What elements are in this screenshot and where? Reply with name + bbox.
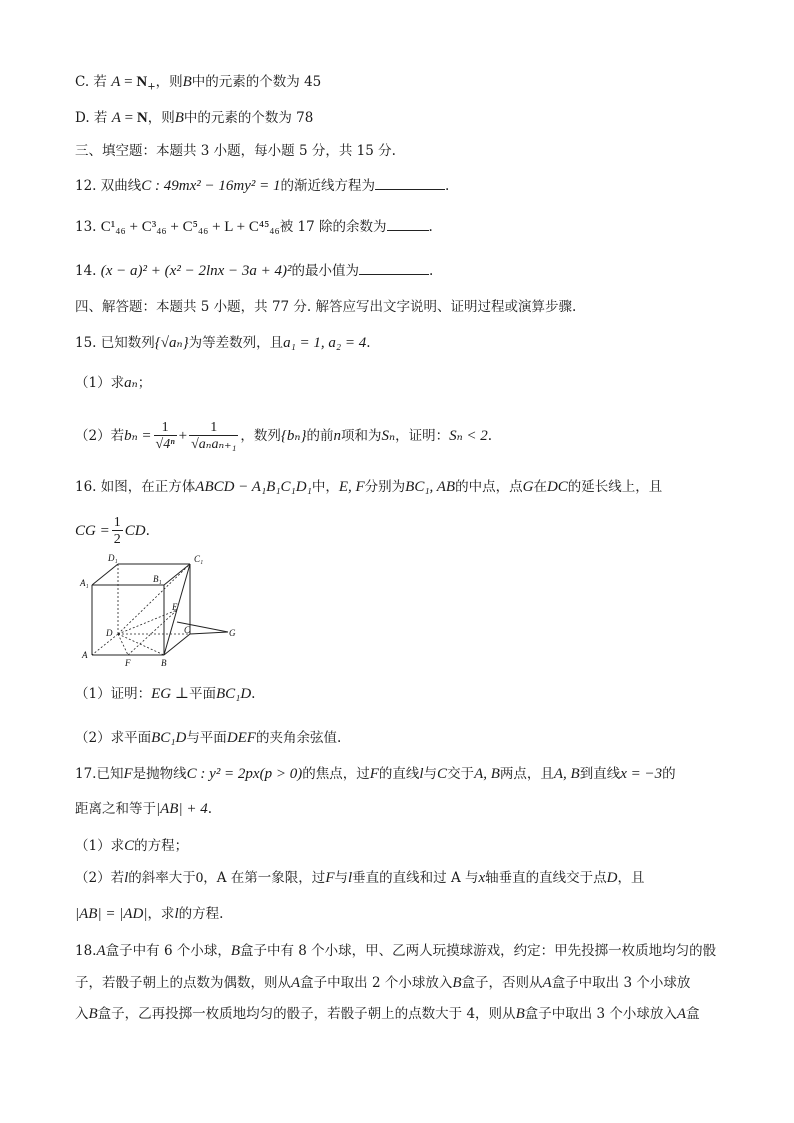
answer-blank[interactable] bbox=[359, 262, 429, 275]
option-c-prefix: C. 若 bbox=[75, 74, 112, 90]
label-f: F bbox=[125, 658, 131, 668]
set-n: N bbox=[136, 74, 148, 90]
q17-text: 垂直的直线和过 A 与 bbox=[352, 870, 479, 886]
question-13 bbox=[75, 218, 433, 236]
q15-p2-end: . bbox=[487, 428, 493, 444]
q16-p1-expr: EG ⊥ bbox=[151, 686, 189, 702]
question-15-part-2 bbox=[75, 420, 492, 453]
q17-text: 的 bbox=[662, 766, 676, 782]
q15-p2-mid4: ，证明： bbox=[395, 428, 450, 444]
q15-p2-mid2: 的前 bbox=[306, 428, 334, 444]
q17-x: x bbox=[478, 870, 486, 886]
box-b: B bbox=[515, 1006, 525, 1022]
q17-text: 两点，且 bbox=[499, 766, 554, 782]
label-e: E bbox=[172, 602, 178, 612]
box-b: B bbox=[88, 1006, 98, 1022]
question-number: 12. bbox=[75, 178, 97, 194]
q15-p2-seq: {bₙ} bbox=[280, 428, 307, 444]
set-n: N bbox=[136, 110, 148, 126]
q17-abs-ab: |AB| + 4 bbox=[156, 801, 208, 817]
fraction-2 bbox=[189, 420, 238, 453]
question-number: 18. bbox=[75, 943, 97, 959]
q18-text: 盒子，乙再投掷一枚质地均匀的骰子，若骰子朝上的点数大于 4，则从 bbox=[97, 1006, 516, 1022]
label-c1: C₁ bbox=[194, 554, 204, 564]
q15-p2-mid: ，数列 bbox=[240, 428, 281, 444]
part-label: （1）求 bbox=[75, 838, 125, 854]
q18-text: 盒子，否则从 bbox=[461, 975, 543, 991]
q15-end: . bbox=[366, 335, 371, 351]
q18-text: 盒子中有 8 个小球，甲、乙两人玩摸球游戏，约定：甲先投掷一枚质地均匀的骰 bbox=[240, 943, 717, 959]
option-d-text: 中的元素的个数为 78 bbox=[183, 110, 314, 126]
equals: = bbox=[120, 74, 137, 90]
q16-cg: CG = bbox=[75, 523, 110, 539]
part-label: （2）若 bbox=[75, 428, 125, 444]
question-16-part-2 bbox=[75, 729, 341, 747]
q14-post: 的最小值为 bbox=[291, 263, 360, 279]
q12-end: . bbox=[445, 178, 450, 194]
q17-zero: 0 bbox=[195, 870, 204, 886]
q18-text: 盒子中取出 3 个小球放 bbox=[551, 975, 691, 991]
label-a1: A₁ bbox=[80, 578, 89, 588]
question-16-part-1 bbox=[75, 685, 255, 703]
q17-ab: A, B bbox=[553, 766, 580, 782]
part-label: （1）求 bbox=[75, 375, 125, 391]
q17-text: 与 bbox=[334, 870, 348, 886]
q17-f: F bbox=[123, 766, 133, 782]
part-label: （1）证明： bbox=[75, 686, 152, 702]
question-number: 16. bbox=[75, 479, 97, 495]
option-d-prefix: D. 若 bbox=[75, 110, 112, 126]
q18-text: 盒子中取出 3 个小球放入 bbox=[524, 1006, 677, 1022]
question-18-line-3 bbox=[75, 1005, 700, 1023]
q17-line: x = −3 bbox=[620, 766, 663, 782]
q17-p1-end: 的方程； bbox=[134, 838, 189, 854]
q18-text: 子，若骰子朝上的点数为偶数，则从 bbox=[75, 975, 291, 991]
q17-text: 到直线 bbox=[579, 766, 621, 782]
q17-l: l bbox=[174, 906, 179, 922]
question-16 bbox=[75, 478, 662, 496]
question-15 bbox=[75, 334, 371, 352]
q17-text: ，求 bbox=[147, 906, 175, 922]
q15-pre: 已知数列 bbox=[100, 335, 155, 351]
q12-post: 的渐近线方程为 bbox=[280, 178, 375, 194]
option-c bbox=[75, 73, 321, 97]
q15-p1-expression: aₙ bbox=[124, 375, 138, 391]
q16-p2-plane2: DEF bbox=[226, 730, 256, 746]
answer-blank[interactable] bbox=[387, 218, 429, 231]
q16-text: 如图，在正方体 bbox=[100, 479, 196, 495]
set-b: B bbox=[174, 110, 184, 126]
q16-end: . bbox=[145, 523, 150, 539]
q12-expression: C : 49mx² − 16my² = 1 bbox=[141, 178, 281, 194]
q17-text: 交于 bbox=[447, 766, 475, 782]
q16-p2-mid: 与平面 bbox=[186, 730, 227, 746]
q17-f: F bbox=[325, 870, 335, 886]
q16-points: E, F bbox=[338, 479, 365, 495]
label-b: B bbox=[161, 658, 167, 668]
question-14 bbox=[75, 262, 433, 280]
fraction-1 bbox=[154, 420, 177, 453]
fraction-denominator: √4ⁿ bbox=[155, 437, 175, 452]
box-a: A bbox=[96, 943, 106, 959]
q16-segments: BC₁, AB bbox=[405, 479, 456, 495]
q16-p1-end: . bbox=[251, 686, 256, 702]
q17-text: ，A 在第一象限，过 bbox=[203, 870, 326, 886]
fraction-denominator: 2 bbox=[113, 532, 121, 547]
set-a: A bbox=[111, 74, 121, 90]
fraction-half bbox=[112, 515, 123, 548]
q15-b-def: bₙ = bbox=[124, 428, 152, 444]
q15-p2-s: Sₙ bbox=[381, 428, 396, 444]
label-b1: B₁ bbox=[153, 574, 162, 584]
q17-text: 已知 bbox=[96, 766, 124, 782]
q16-text: 的中点，点 bbox=[455, 479, 523, 495]
q17-text: 的焦点，过 bbox=[302, 766, 370, 782]
q17-text: 与 bbox=[423, 766, 438, 782]
q16-text: 中， bbox=[311, 479, 339, 495]
question-17-line-2 bbox=[75, 800, 212, 818]
q17-c: C bbox=[124, 838, 135, 854]
q17-text: 是抛物线 bbox=[132, 766, 187, 782]
question-17-part-2 bbox=[75, 869, 645, 887]
question-15-part-1 bbox=[75, 374, 151, 392]
box-a: A bbox=[676, 1006, 687, 1022]
q15-p2-mid3: 项和为 bbox=[340, 428, 382, 444]
q18-text: 盒子中有 6 个小球， bbox=[105, 943, 231, 959]
q15-mid: 为等差数列，且 bbox=[188, 335, 284, 351]
question-number: 14. bbox=[75, 263, 97, 279]
q16-text: 分别为 bbox=[364, 479, 406, 495]
q14-end: . bbox=[429, 263, 434, 279]
q18-text: 盒 bbox=[686, 1006, 700, 1022]
set-b: B bbox=[182, 74, 192, 90]
question-12 bbox=[75, 177, 449, 195]
box-b: B bbox=[452, 975, 462, 991]
q17-text: 距离之和等于 bbox=[75, 801, 156, 817]
label-d1: D₁ bbox=[108, 553, 118, 563]
q17-c: C bbox=[437, 766, 448, 782]
cube-figure bbox=[78, 552, 243, 670]
q15-p1-end: ； bbox=[137, 375, 152, 391]
label-d: D bbox=[106, 628, 113, 638]
q16-p1-plane: BC₁D bbox=[215, 686, 252, 702]
q13-expression: C¹₄₆ + C³₄₆ + C⁵₄₆ + L + C⁴⁵₄₆ bbox=[100, 219, 280, 235]
q12-pre: 双曲线 bbox=[100, 178, 142, 194]
q17-l: l bbox=[124, 870, 129, 886]
question-18 bbox=[75, 942, 716, 960]
q16-p1-text: 平面 bbox=[188, 686, 216, 702]
question-17-part-1 bbox=[75, 837, 188, 855]
equals: = bbox=[120, 110, 137, 126]
label-c: C bbox=[184, 625, 191, 635]
q16-point-g: G bbox=[522, 479, 534, 495]
set-sub: + bbox=[147, 81, 156, 93]
option-c-mid: ，则 bbox=[155, 74, 183, 90]
label-g: G bbox=[229, 628, 236, 638]
box-a: A bbox=[291, 975, 301, 991]
question-18-line-2 bbox=[75, 974, 690, 992]
q16-text: 在 bbox=[533, 479, 547, 495]
question-number: 13. bbox=[75, 219, 97, 235]
box-b: B bbox=[230, 943, 240, 959]
q16-cd: CD bbox=[124, 523, 146, 539]
q17-l: l bbox=[419, 766, 424, 782]
plus-sign: + bbox=[178, 428, 188, 444]
q17-d: D bbox=[606, 870, 618, 886]
q17-text: 轴垂直的直线交于点 bbox=[485, 870, 607, 886]
part-label: （2）若 bbox=[75, 870, 125, 886]
q13-post: 被 17 除的余数为 bbox=[279, 219, 387, 235]
q17-l: l bbox=[347, 870, 353, 886]
q16-p2-end: 的夹角余弦值. bbox=[255, 730, 342, 746]
option-d-mid: ，则 bbox=[147, 110, 175, 126]
fraction-numerator: 1 bbox=[113, 515, 121, 530]
q17-end: . bbox=[207, 801, 212, 817]
question-number: 17. bbox=[75, 766, 97, 782]
section-3-heading: 三、填空题：本题共 3 小题，每小题 5 分，共 15 分. bbox=[75, 143, 396, 159]
fraction-denominator: √aₙaₙ₊₁ bbox=[191, 437, 237, 452]
q17-eq: |AB| = |AD| bbox=[75, 906, 148, 922]
question-17-part-2-line-2 bbox=[75, 905, 223, 923]
question-17 bbox=[75, 765, 676, 783]
q15-p2-n: n bbox=[333, 428, 341, 444]
q14-expression: (x − a)² + (x² − 2lnx − 3a + 4)² bbox=[100, 263, 292, 279]
q17-text: 的斜率大于 bbox=[128, 870, 196, 886]
q18-text: 入 bbox=[75, 1006, 89, 1022]
q16-cube: ABCD − A₁B₁C₁D₁ bbox=[195, 479, 312, 495]
question-number: 15. bbox=[75, 335, 97, 351]
section-4-heading: 四、解答题：本题共 5 小题，共 77 分. 解答应写出文字说明、证明过程或演算步骤. bbox=[75, 299, 577, 315]
q15-sequence: {√aₙ} bbox=[154, 335, 189, 351]
q15-p2-inequality: Sₙ < 2 bbox=[449, 428, 488, 444]
part-label: （2）求平面 bbox=[75, 730, 152, 746]
q13-end: . bbox=[428, 219, 433, 235]
set-a: A bbox=[111, 110, 121, 126]
q16-p2-plane1: BC₁D bbox=[151, 730, 187, 746]
box-a: A bbox=[542, 975, 552, 991]
option-c-text: 中的元素的个数为 45 bbox=[191, 74, 322, 90]
fraction-numerator: 1 bbox=[161, 420, 169, 435]
q17-text: 的方程. bbox=[178, 906, 224, 922]
q17-text: 的直线 bbox=[378, 766, 420, 782]
q15-condition: a₁ = 1, a₂ = 4 bbox=[283, 335, 367, 351]
question-16-line-2 bbox=[75, 515, 150, 548]
q17-f: F bbox=[369, 766, 379, 782]
fraction-numerator: 1 bbox=[210, 420, 218, 435]
q16-text: 的延长线上，且 bbox=[567, 479, 663, 495]
q16-dc: DC bbox=[546, 479, 568, 495]
answer-blank[interactable] bbox=[375, 177, 445, 190]
q18-text: 盒子中取出 2 个小球放入 bbox=[300, 975, 453, 991]
option-d bbox=[75, 109, 313, 127]
q17-text: ，且 bbox=[617, 870, 645, 886]
q17-ab: A, B bbox=[474, 766, 500, 782]
q17-parabola: C : y² = 2px(p > 0) bbox=[186, 766, 303, 782]
label-a: A bbox=[82, 650, 88, 660]
